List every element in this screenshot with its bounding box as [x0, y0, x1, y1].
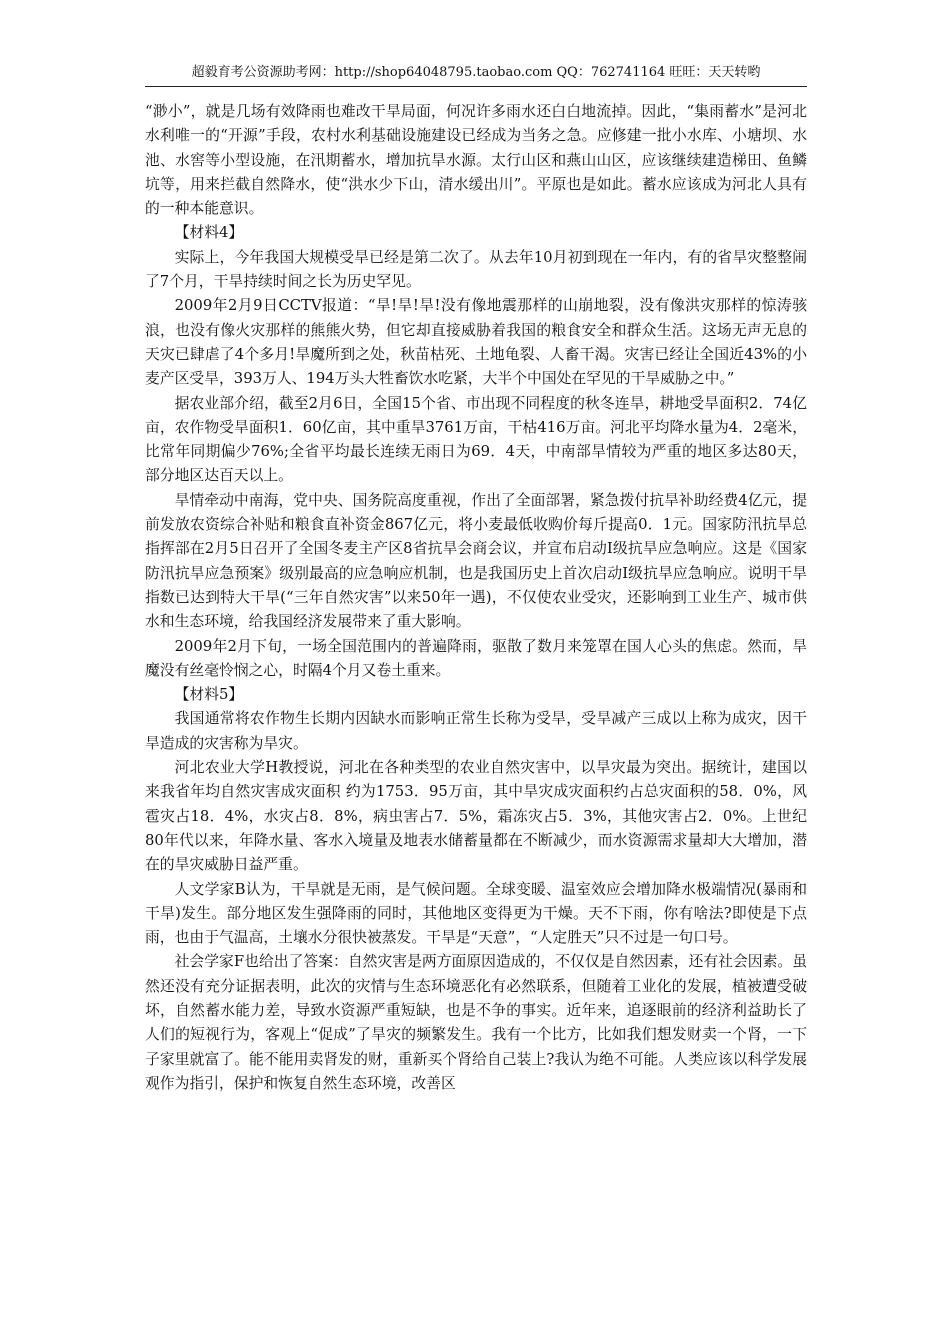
paragraph: 人文学家B认为，干旱就是无雨，是气候问题。全球变暖、温室效应会增加降水极端情况(暴雨和干旱)发生。部分地区发生强降雨的同时，其他地区变得更为干燥。天不下雨，你有啥法?即使是下点雨，也由于气温高，土壤水分很快被蒸发。干旱是“天意”，“人定胜天”只不过是一句口号。: [145, 880, 807, 947]
body-text: [145, 100, 807, 1096]
section-label-material-5: 【材料5】: [174, 686, 244, 704]
paragraph: 河北农业大学H教授说，河北在各种类型的农业自然灾害中，以旱灾最为突出。据统计，建国以来我省年均自然灾害成灾面积 约为1753．95万亩，其中旱灾成灾面积约占总灾面积的58．0%，风雹灾占18．4%，水灾占8．8%，病虫害占7．5%，霜冻灾占5．3%，其他灾害占2．0%。上世纪80年代以来，年降水量、客水入境量及地表水储蓄量都在不断减少，而水资源需求量却大大增加，潜在的旱灾威胁日益严重。: [145, 759, 807, 874]
paragraph: 社会学家F也给出了答案：自然灾害是两方面原因造成的，不仅仅是自然因素，还有社会因素。虽然还没有充分证据表明，此次的灾情与生态环境恶化有必然联系，但随着工业化的发展，植被遭受破坏，自然蓄水能力差，导致水资源严重短缺，也是不争的事实。近年来，追逐眼前的经济利益助长了人们的短视行为，客观上“促成”了旱灾的频繁发生。我有一个比方，比如我们想发财卖一个肾，一下子家里就富了。能不能用卖肾发的财，重新买个肾给自己装上?我认为绝不可能。人类应该以科学发展观作为指引，保护和恢复自然生态环境，改善区: [145, 953, 807, 1092]
paragraph-continued: “渺小”，就是几场有效降雨也难改干旱局面，何况许多雨水还白白地流掉。因此，“集雨蓄水”是河北水利唯一的“开源”手段，农村水利基础设施建设已经成为当务之急。应修建一批小水库、小塘坝、水池、水窖等小型设施，在汛期蓄水，增加抗旱水源。太行山区和燕山山区，应该继续建造梯田、鱼鳞坑等，用来拦截自然降水，使“洪水少下山，清水缓出川”。平原也是如此。蓄水应该成为河北人具有的一种本能意识。: [145, 103, 807, 218]
paragraph: 实际上，今年我国大规模受旱已经是第二次了。从去年10月初到现在一年内，有的省旱灾整整闹了7个月，干旱持续时间之长为历史罕见。: [145, 248, 807, 291]
paragraph: 2009年2月下旬，一场全国范围内的普遍降雨，驱散了数月来笼罩在国人心头的焦虑。然而，旱魔没有丝毫怜悯之心，时隔4个月又卷土重来。: [145, 637, 807, 679]
page-header: 超毅育考公资源助考网：http://shop64048795.taobao.com QQ：762741164 旺旺：天天转哟: [191, 65, 761, 80]
paragraph: 旱情牵动中南海，党中央、国务院高度重视，作出了全面部署，紧急拨付抗旱补助经费4亿元，提前发放农资综合补贴和粮食直补资金867亿元，将小麦最低收购价每斤提高0．1元。国家防汛抗旱总指挥部在2月5日召开了全国冬麦主产区8省抗旱会商会议，并宣布启动Ⅰ级抗旱应急响应。这是《国家防汛抗旱应急预案》级别最高的应急响应机制，也是我国历史上首次启动Ⅰ级抗旱应急响应。说明干旱指数已达到特大干旱(“三年自然灾害”以来50年一遇)，不仅使农业受灾，还影响到工业生产、城市供水和生态环境，给我国经济发展带来了重大影响。: [145, 491, 807, 631]
paragraph: 2009年2月9日CCTV报道：“旱!旱!旱!没有像地震那样的山崩地裂，没有像洪灾那样的惊涛骇浪，也没有像火灾那样的熊熊火势，但它却直接威胁着我国的粮食安全和群众生活。这场无声无息的天灾已肆虐了4个多月!旱魔所到之处，秋苗枯死、土地龟裂、人畜干渴。灾害已经让全国近43%的小麦产区受旱，393万人、194万头大牲畜饮水吃紧，大半个中国处在罕见的干旱威胁之中。”: [145, 297, 807, 388]
paragraph: 据农业部介绍，截至2月6日，全国15个省、市出现不同程度的秋冬连旱，耕地受旱面积2．74亿亩，农作物受旱面积1．60亿亩，其中重旱3761万亩，干枯416万亩。河北平均降水量为4．2毫米，比常年同期偏少76%;全省平均最长连续无雨日为69．4天，中南部旱情较为严重的地区多达80天，部分地区达百天以上。: [145, 394, 807, 485]
section-label-material-4: 【材料4】: [174, 224, 244, 242]
header-divider: [145, 86, 807, 87]
paragraph: 我国通常将农作物生长期内因缺水而影响正常生长称为受旱，受旱减产三成以上称为成灾，因干旱造成的灾害称为旱灾。: [145, 710, 807, 752]
